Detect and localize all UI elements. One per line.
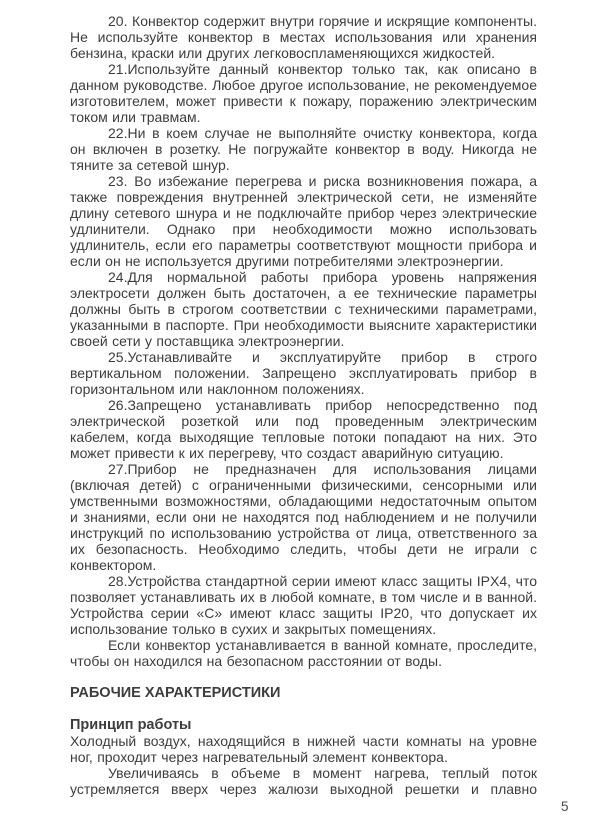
page-number: 5: [561, 799, 569, 814]
page-content: [70, 13, 537, 797]
paragraph-23: 23. Во избежание перегрева и риска возникновения пожара, а также повреждения внутренней электрической сети, не изменяйте длину сетевого шнура и не подключайте прибор через электрические удлинители. Однако при необходимости можно использовать удлинитель, если его параметры соответствуют мощности прибора и если он не используется другими потребителями электроэнергии.: [70, 173, 537, 269]
principle-paragraph-2: Увеличиваясь в объеме в момент нагрева, теплый поток устремляется вверх через жалюзи выходной решетки и плавно: [70, 765, 537, 797]
paragraph-22: 22.Ни в коем случае не выполняйте очистку конвектора, когда он включен в розетку. Не погружайте конвектор в воду. Никогда не тяните за сетевой шнур.: [70, 125, 537, 173]
paragraph-28: 28.Устройства стандартной серии имеют класс защиты IPX4, что позволяет устанавливать их в любой комнате, в том числе и в ванной. Устройства серии «С» имеют класс защиты IP20, что допускает их использование только в сухих и закрытых помещениях.: [70, 573, 537, 637]
paragraph-20: 20. Конвектор содержит внутри горячие и искрящие компоненты. Не используйте конвектор в местах использования или хранения бензина, краски или других легковоспламеняющихся жидкостей.: [70, 13, 537, 61]
paragraph-21: 21.Используйте данный конвектор только так, как описано в данном руководстве. Любое другое использование, не рекомендуемое изготовителем, может привести к пожару, поражению электрическим током или травмам.: [70, 61, 537, 125]
section-heading: РАБОЧИЕ ХАРАКТЕРИСТИКИ: [70, 685, 281, 701]
paragraph-24: 24.Для нормальной работы прибора уровень напряжения электросети должен быть достаточен, а ее технические параметры должны быть в строгом соответствии с техническими параметрами, указанными в паспорте. При необходимости выясните характеристики своей сети у поставщика электроэнергии.: [70, 269, 537, 349]
principle-paragraph-1: Холодный воздух, находящийся в нижней части комнаты на уровне ног, проходит через нагревательный элемент конвектора.: [70, 733, 537, 765]
paragraph-27: 27.Прибор не предназначен для использования лицами (включая детей) с ограниченными физическими, сенсорными или умственными возможностями, обладающими недостаточным опытом и знаниями, если они не находятся под наблюдением и не получили инструкций по использованию устройства от лица, ответственного за их безопасность. Необходимо следить, чтобы дети не играли с конвектором.: [70, 461, 537, 573]
paragraph-25: 25.Устанавливайте и эксплуатируйте прибор в строго вертикальном положении. Запрещено эксплуатировать прибор в горизонтальном или наклонном положениях.: [70, 349, 537, 397]
paragraph-26: 26.Запрещено устанавливать прибор непосредственно под электрической розеткой или под проведенным электрическим кабелем, когда выходящие тепловые потоки попадают на них. Это может привести к их перегреву, что создаст аварийную ситуацию.: [70, 397, 537, 461]
paragraph-bathroom-note: Если конвектор устанавливается в ванной комнате, проследите, чтобы он находился на безопасном расстоянии от воды.: [70, 637, 537, 669]
subsection-heading: Принцип работы: [70, 717, 192, 733]
